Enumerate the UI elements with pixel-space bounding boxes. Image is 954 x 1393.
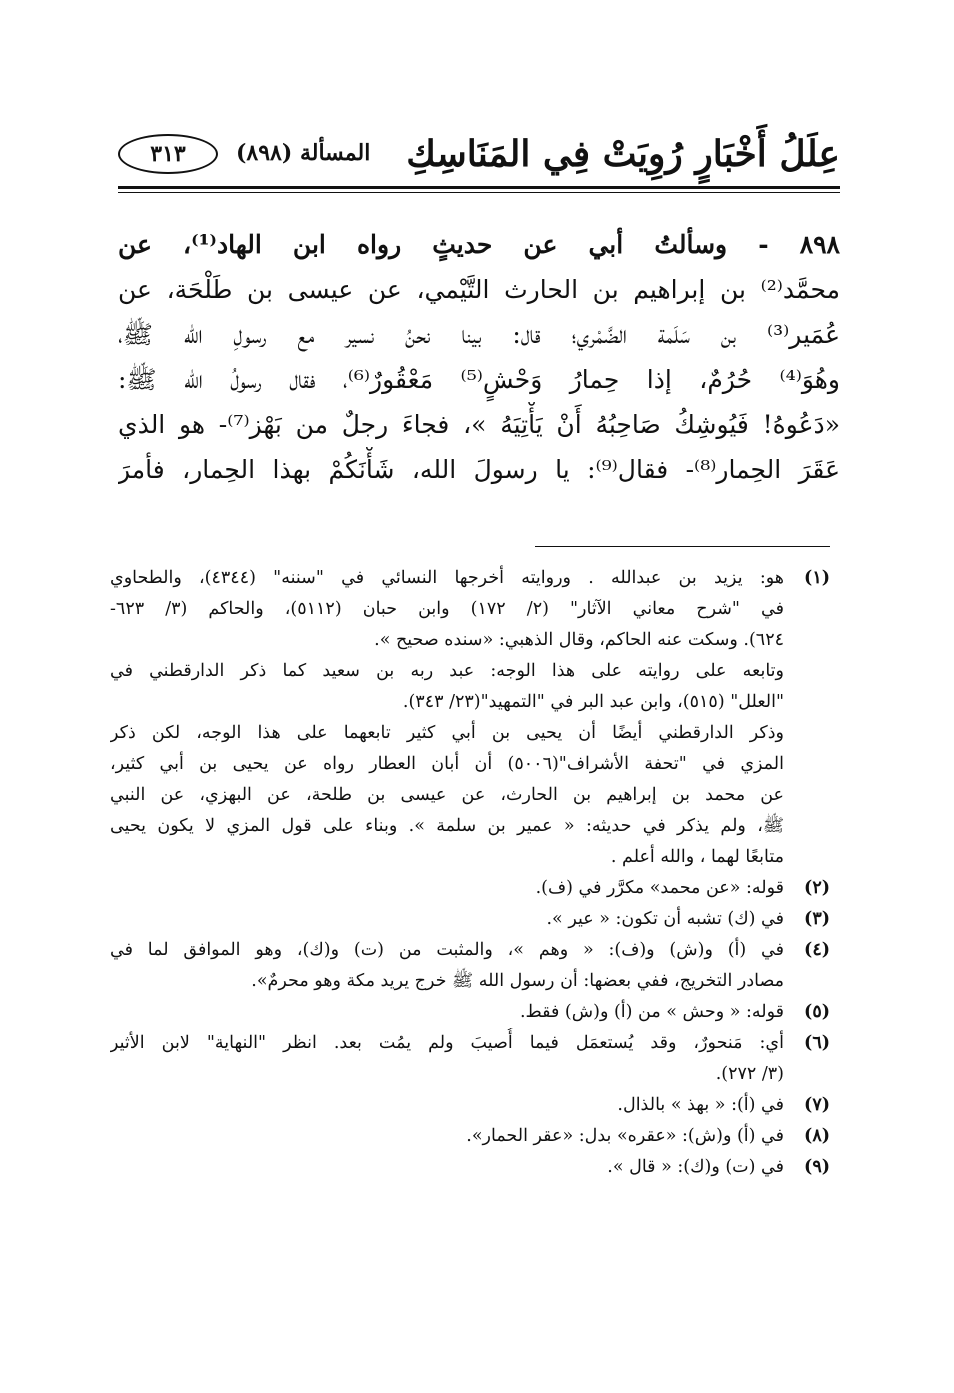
footnote (110, 873, 830, 904)
footnote-line: ٦٢٤). وسكت عنه الحاكم، وقال الذهبي: «سنده صحيح ». (374, 630, 784, 650)
footnote-line: عن محمد بن إبراهيم بن الحارث، عن عيسى بن طلحة، عن البهزي، عن النبي (110, 785, 784, 805)
book-title: عِلَلُ أَخْبَارٍ رُوِيَتْ فِي المَنَاسِكِ (406, 133, 840, 175)
footnote-line: ﷺ، ولم يذكر في حديثه: « عمير بن سلمة ». وبناء على قول المزي لا يكون يحيى (110, 816, 784, 836)
footnote-line: في (أ) و(ش): «عقره» بدل: «عقر الحمار». (466, 1126, 784, 1146)
footnote-line: في "شرح معاني الآثار" (٢/ ١٧٢) وابن حبان (٥١١٢)، والحاكم (٣/ ٦٢٣- (110, 599, 784, 619)
main-line: عُمَير⁽³⁾ بن سَلَمة الضَّمْري؛ قال: بينا نحنُ نسير مع رسولِ الله ﷺ، (118, 320, 840, 349)
footnotes (110, 563, 830, 1183)
footnote-line: في (ك) تشبه أن تكون: « عير ». (546, 909, 784, 929)
footnote (110, 997, 830, 1028)
main-line: محمَّد⁽²⁾ بن إبراهيم بن الحارث التَّيْمي، عن عيسى بن طَلْحَة، عن (118, 275, 840, 304)
footnote-line: هو: يزيد بن عبدالله . وروايته أخرجها النسائي في "سننه" (٤٣٤٤)، والطحاوي (110, 568, 784, 588)
footnote-line: وذكر الدارقطني أيضًا أن يحيى بن أبي كثير تابعهما على هذا الوجه، لكن ذكر (110, 723, 784, 743)
footnote-separator (535, 546, 830, 547)
footnote-line: متابعًا لهما ، والله أعلم . (610, 847, 784, 867)
footnote-line: في (أ): « بهذ » بالذال. (617, 1095, 784, 1115)
footnote-line: (٣/ ٢٧٢). (715, 1064, 784, 1084)
footnote-line: قوله: «عن محمد» مكرَّر في (ف). (535, 878, 784, 898)
footnote (110, 935, 830, 997)
footnote-line: "العلل" (٥١٥)، وابن عبد البر في "التمهيد"(٢٣/ ٣٤٣). (402, 692, 784, 712)
footnote (110, 1028, 830, 1090)
issue-label: المسألة (٨٩٨) (236, 140, 371, 166)
main-line: عَقَرَ الحِمار⁽⁸⁾- فقال⁽⁹⁾: يا رسولَ الله، شَأْنَكُمْ بهذا الحِمار، فأمرَ (118, 455, 840, 484)
main-line: «دَعُوهُ! فَيُوشِكُ صَاحِبُهُ أَنْ يَأْتِيَهُ »، فجاءَ رجلٌ من بَهْز⁽⁷⁾- هو الذي (118, 410, 840, 439)
footnote-number: (٤) (804, 940, 830, 960)
footnote-line: في (ت) و(ك): « قال ». (607, 1157, 784, 1177)
main-text (118, 222, 840, 492)
footnote-number: (٣) (804, 909, 830, 929)
header-rule-thin (118, 192, 840, 193)
page-header (118, 128, 840, 180)
footnote-number: (٧) (804, 1095, 830, 1115)
footnote-number: (١) (804, 568, 830, 588)
footnote-number: (٢) (804, 878, 830, 898)
hadith-paragraph (118, 222, 840, 492)
footnote (110, 563, 830, 873)
page-number: ٣١٣ (150, 141, 186, 167)
footnote-line: في (أ) و(ش) و(ف): « وهم »، والمثبت من (ت) و(ك)، وهو الموافق لما في (110, 940, 784, 960)
footnote-number: (٩) (804, 1157, 830, 1177)
footnote (110, 1121, 830, 1152)
main-line: ٨٩٨ - وسألتُ أبي عن حديثٍ رواه ابن الهاد⁽¹⁾، عن (118, 230, 840, 259)
page-number-badge (118, 134, 218, 174)
footnote (110, 904, 830, 935)
footnote-number: (٦) (804, 1033, 830, 1053)
footnote-number: (٨) (804, 1126, 830, 1146)
main-line: وهُوَ⁽⁴⁾ حُرُمٌ، إذا حِمارُ وَحْشٍ⁽⁵⁾ مَعْقُورٌ⁽⁶⁾، فقال رسولُ الله ﷺ: (118, 365, 840, 394)
footnote (110, 1090, 830, 1121)
header-rule-thick (118, 186, 840, 189)
footnote-line: مصادر التخريج، ففي بعضها: أن رسول الله ﷺ خرج يريد مكة وهو محرمٌ». (251, 971, 784, 991)
footnote-number: (٥) (804, 1002, 830, 1022)
footnote (110, 1152, 830, 1183)
footnote-line: أي: مَنحورٌ، وقد يُستعمَل فيما أُصيبَ ولم يمُت بعد. انظر "النهاية" لابن الأثير (110, 1033, 784, 1053)
footnote-line: وتابعه على روايته على هذا الوجه: عبد ربه بن سعيد كما ذكر الدارقطني في (110, 661, 784, 681)
footnote-line: المزي في "تحفة الأشراف"(٥٠٠٦) أن أبان العطار رواه عن يحيى بن أبي كثير، (110, 754, 784, 774)
footnote-line: قوله: « وحش » من (أ) و(ش) فقط. (519, 1002, 784, 1022)
